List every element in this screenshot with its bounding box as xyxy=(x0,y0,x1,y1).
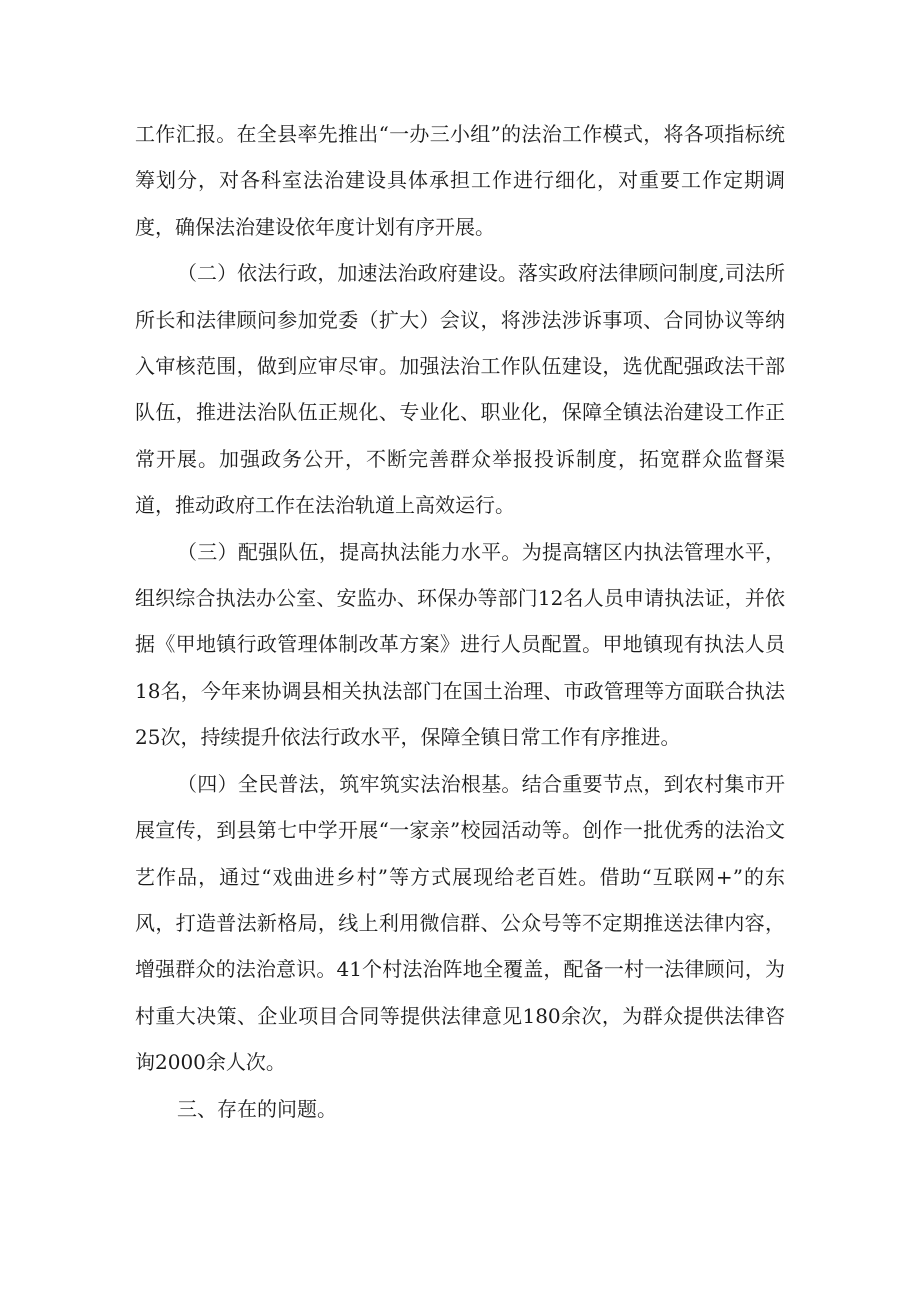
paragraph-section-2: （二）依法行政，加速法治政府建设。落实政府法律顾问制度,司法所所长和法律顾问参加党委（扩大）会议，将涉法涉诉事项、合同协议等纳入审核范围，做到应审尽审。加强法治工作队伍建设，选优配强政法干部队伍，推进法治队伍正规化、专业化、职业化，保障全镇法治建设工作正常开展。加强政务公开，不断完善群众举报投诉制度，拓宽群众监督渠道，推动政府工作在法治轨道上高效运行。 xyxy=(135,261,785,518)
document-body xyxy=(135,111,785,1132)
paragraph-continuation: 工作汇报。在全县率先推出“一办三小组”的法治工作模式，将各项指标统筹划分，对各科室法治建设具体承担工作进行细化，对重要工作定期调度，确保法治建设依年度计划有序开展。 xyxy=(135,122,785,239)
paragraph-section-3: （三）配强队伍，提高执法能力水平。为提高辖区内执法管理水平，组织综合执法办公室、安监办、环保办等部门12名人员申请执法证，并依据《甲地镇行政管理体制改革方案》进行人员配置。甲地镇现有执法人员18名，今年来协调县相关执法部门在国土治理、市政管理等方面联合执法25次，持续提升依法行政水平，保障全镇日常工作有序推进。 xyxy=(135,539,785,750)
paragraph-section-4: （四）全民普法，筑牢筑实法治根基。结合重要节点，到农村集市开展宣传，到县第七中学开展“一家亲”校园活动等。创作一批优秀的法治文艺作品，通过“戏曲进乡村”等方式展现给老百姓。借助“互联网+”的东风，打造普法新格局，线上利用微信群、公众号等不定期推送法律内容，增强群众的法治意识。41个村法治阵地全覆盖，配备一村一法律顾问，为村重大决策、企业项目合同等提供法律意见180余次，为群众提供法律咨询2000余人次。 xyxy=(135,771,785,1075)
section-heading-problems: 三、存在的问题。 xyxy=(177,1096,337,1121)
